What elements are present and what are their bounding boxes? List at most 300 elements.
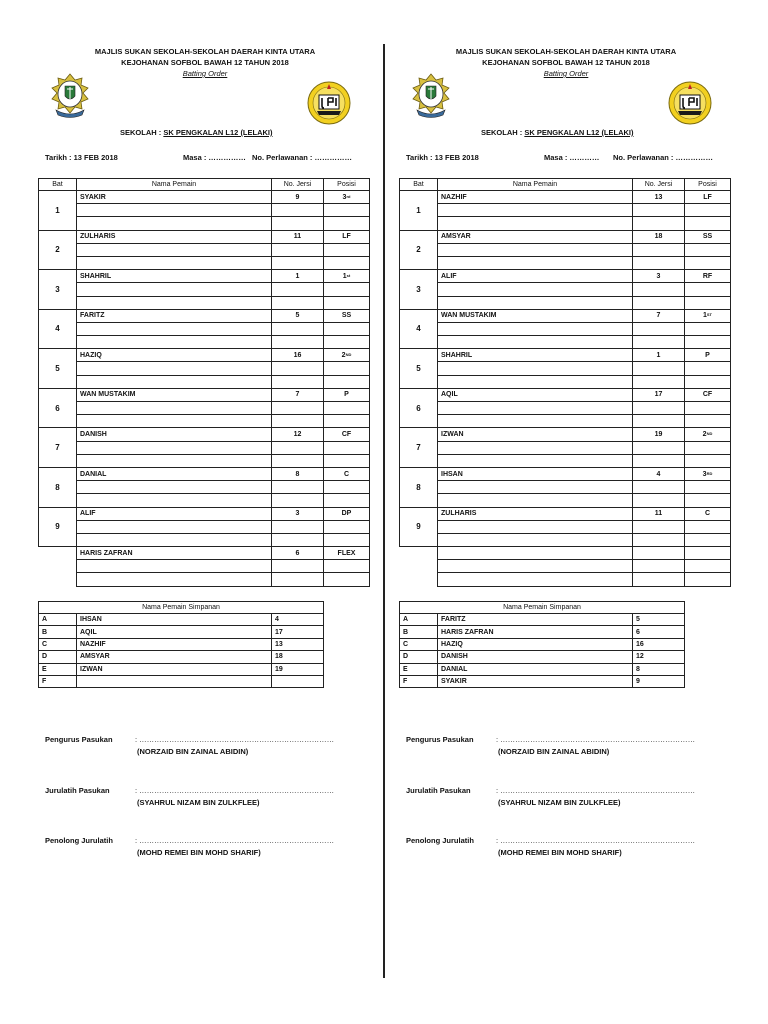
signature-role: Pengurus Pasukan: [45, 735, 113, 744]
blank-cell: [633, 204, 685, 217]
header-line-2: KEJOHANAN SOFBOL BAWAH 12 TAHUN 2018: [482, 58, 650, 67]
jersey-number: 16: [272, 349, 324, 362]
position: CF: [341, 430, 352, 438]
blank-cell: [633, 296, 685, 309]
position: 1: [702, 312, 707, 320]
player-name: SHAHRIL: [438, 349, 633, 362]
table-row: [39, 428, 370, 441]
table-header-row: [39, 602, 324, 614]
blank-cell: [77, 283, 272, 296]
blank-cell: [438, 243, 633, 256]
blank-cell: [272, 296, 324, 309]
blank-cell: [685, 256, 731, 269]
table-row: [400, 560, 731, 573]
blank-cell: [685, 573, 731, 586]
blank-cell: [77, 336, 272, 349]
position-suffix: ND: [345, 351, 352, 357]
position-suffix: st: [346, 272, 351, 278]
jersey-number: 19: [633, 428, 685, 441]
blank-cell: [633, 402, 685, 415]
table-row: [400, 626, 685, 638]
blank-cell: [77, 481, 272, 494]
blank-cell: [633, 454, 685, 467]
table-row: [39, 204, 370, 217]
blank-cell: [633, 494, 685, 507]
blank-cell: [438, 204, 633, 217]
blank-cell: [77, 441, 272, 454]
reserve-jersey: 13: [272, 638, 324, 650]
table-row: [39, 230, 370, 243]
position: 2: [702, 430, 707, 438]
table-row: [39, 336, 370, 349]
position: 2: [341, 351, 346, 359]
jersey-number: 3: [633, 270, 685, 283]
table-row: [400, 336, 731, 349]
column-header: Nama Pemain: [438, 179, 633, 191]
signatory-name: (MOHD REMEI BIN MOHD SHARIF): [498, 848, 622, 857]
position-cell: [685, 309, 731, 322]
table-row: [39, 651, 324, 663]
player-name: ZULHARIS: [438, 507, 633, 520]
table-row: [39, 507, 370, 520]
column-header: Bat: [39, 179, 77, 191]
reserve-title: Nama Pemain Simpanan: [400, 602, 685, 614]
reserve-code: D: [400, 651, 438, 663]
reserve-name: AQIL: [77, 626, 272, 638]
position: 3: [702, 470, 707, 478]
district-crest-logo: [409, 72, 453, 120]
position-cell: [685, 428, 731, 441]
blank-cell: [685, 296, 731, 309]
table-row: [39, 520, 370, 533]
signatory-name: (NORZAID BIN ZAINAL ABIDIN): [498, 747, 610, 756]
bat-number: 7: [39, 428, 77, 468]
table-row: [39, 402, 370, 415]
reserve-code: B: [400, 626, 438, 638]
position-cell: [685, 270, 731, 283]
player-name: SHAHRIL: [77, 270, 272, 283]
blank-cell: [685, 494, 731, 507]
blank-cell: [272, 336, 324, 349]
blank-cell: [633, 375, 685, 388]
column-header: No. Jersi: [272, 179, 324, 191]
reserve-code: F: [39, 675, 77, 687]
player-name: DANISH: [77, 428, 272, 441]
signature-line: : ……………………………………………………………………: [496, 836, 696, 845]
column-header: No. Jersi: [633, 179, 685, 191]
position-suffix: ST: [706, 312, 713, 318]
position-cell: [685, 467, 731, 480]
position: LF: [703, 193, 712, 201]
table-header-row: [39, 179, 370, 191]
table-row: [400, 507, 731, 520]
table-header-row: [400, 602, 685, 614]
column-header: Nama Pemain: [77, 179, 272, 191]
blank-cell: [633, 243, 685, 256]
school-value: SK PENGKALAN L12 (LELAKI): [163, 128, 273, 137]
position: SS: [341, 312, 352, 320]
blank-cell: [77, 204, 272, 217]
signature-line: : ……………………………………………………………………: [496, 735, 696, 744]
player-name: HARIS ZAFRAN: [77, 547, 272, 560]
blank-cell: [272, 256, 324, 269]
blank-cell: [272, 494, 324, 507]
blank-cell: [438, 336, 633, 349]
blank-cell: [272, 441, 324, 454]
batting-order-table: [399, 178, 731, 587]
position-cell: [685, 547, 731, 560]
reserve-code: A: [400, 614, 438, 626]
table-row: [39, 441, 370, 454]
table-row: [400, 322, 731, 335]
jersey-number: 11: [272, 230, 324, 243]
bat-number: 1: [39, 191, 77, 231]
blank-cell: [685, 204, 731, 217]
blank-cell: [77, 560, 272, 573]
blank-cell: [438, 481, 633, 494]
blank-cell: [272, 560, 324, 573]
bat-number: 2: [400, 230, 438, 270]
blank-cell: [77, 573, 272, 586]
reserve-name: [77, 675, 272, 687]
signature-role: Penolong Jurulatih: [45, 836, 113, 845]
reserve-code: E: [39, 663, 77, 675]
table-row: [400, 663, 685, 675]
table-row: [39, 375, 370, 388]
school-line: [481, 128, 721, 137]
blank-cell: [438, 296, 633, 309]
blank-cell: [685, 533, 731, 546]
jersey-number: 17: [633, 388, 685, 401]
player-name: FARITZ: [77, 309, 272, 322]
blank-cell: [438, 362, 633, 375]
table-row: [400, 296, 731, 309]
table-row: [400, 520, 731, 533]
blank-cell: [272, 573, 324, 586]
bat-number: 8: [39, 467, 77, 507]
position: C: [343, 470, 350, 478]
bat-number: 6: [39, 388, 77, 428]
bat-number: 1: [400, 191, 438, 231]
blank-cell: [633, 362, 685, 375]
blank-cell: [438, 217, 633, 230]
match-number-field: No. Perlawanan : ……………: [252, 153, 353, 162]
table-row: [400, 651, 685, 663]
reserve-jersey: 5: [633, 614, 685, 626]
bat-number: 8: [400, 467, 438, 507]
table-row: [400, 402, 731, 415]
table-row: [39, 296, 370, 309]
blank-cell: [685, 375, 731, 388]
jersey-number: 12: [272, 428, 324, 441]
time-field: Masa : ……………: [183, 153, 246, 162]
player-name: AQIL: [438, 388, 633, 401]
bat-number: 6: [400, 388, 438, 428]
table-row: [39, 494, 370, 507]
blank-cell: [633, 560, 685, 573]
blank-cell: [272, 322, 324, 335]
table-row: [400, 481, 731, 494]
blank-cell: [272, 204, 324, 217]
bat-number: 4: [39, 309, 77, 349]
blank-cell: [77, 243, 272, 256]
blank-cell: [77, 533, 272, 546]
blank-cell: [633, 283, 685, 296]
position: FLEX: [337, 549, 356, 557]
blank-cell: [633, 336, 685, 349]
district-crest-logo: [48, 72, 92, 120]
blank-cell: [438, 454, 633, 467]
table-row: [400, 204, 731, 217]
table-row: [400, 675, 685, 687]
time-field: Masa : …………: [544, 153, 600, 162]
reserve-name: HAZIQ: [438, 638, 633, 650]
jersey-number: 8: [272, 467, 324, 480]
jersey-number: 1: [272, 270, 324, 283]
date-field: Tarikh : 13 FEB 2018: [406, 153, 479, 162]
position-cell: [685, 507, 731, 520]
blank-cell: [438, 520, 633, 533]
blank-cell: [685, 454, 731, 467]
reserve-name: HARIS ZAFRAN: [438, 626, 633, 638]
perak-jpn-logo: [667, 80, 713, 126]
table-row: [400, 375, 731, 388]
table-row: [39, 614, 324, 626]
signature-line: : ……………………………………………………………………: [135, 836, 335, 845]
header-line-3: Batting Order: [543, 69, 589, 78]
table-row: [39, 675, 324, 687]
perak-jpn-logo: [306, 80, 352, 126]
blank-cell: [77, 322, 272, 335]
jersey-number: 13: [633, 191, 685, 204]
blank-cell: [77, 375, 272, 388]
table-row: [400, 230, 731, 243]
bat-number: 9: [39, 507, 77, 547]
school-line: [120, 128, 360, 137]
table-row: [400, 415, 731, 428]
player-name: ALIF: [77, 507, 272, 520]
blank-cell: [77, 415, 272, 428]
table-row: [39, 560, 370, 573]
column-header: Bat: [400, 179, 438, 191]
player-name: NAZHIF: [438, 191, 633, 204]
position-cell: [685, 230, 731, 243]
blank-cell: [438, 283, 633, 296]
signatory-name: (SYAHRUL NIZAM BIN ZULKFLEE): [137, 798, 260, 807]
blank-cell: [685, 415, 731, 428]
blank-cell: [438, 494, 633, 507]
bat-number: 3: [39, 270, 77, 310]
table-row: [39, 573, 370, 586]
player-name: ALIF: [438, 270, 633, 283]
blank-cell: [685, 322, 731, 335]
bat-number: 5: [400, 349, 438, 389]
table-row: [39, 467, 370, 480]
school-label: SEKOLAH :: [481, 128, 523, 137]
reserve-jersey: 18: [272, 651, 324, 663]
blank-cell: [685, 217, 731, 230]
blank-cell: [438, 415, 633, 428]
jersey-number: 1: [633, 349, 685, 362]
table-row: [39, 256, 370, 269]
blank-cell: [272, 402, 324, 415]
position: C: [704, 510, 711, 518]
table-row: [39, 454, 370, 467]
blank-cell: [272, 454, 324, 467]
position: P: [344, 391, 349, 399]
blank-cell: [77, 454, 272, 467]
header-line-3: Batting Order: [182, 69, 228, 78]
bat-number: 9: [400, 507, 438, 547]
player-name: IHSAN: [438, 467, 633, 480]
table-row: [39, 415, 370, 428]
table-row: [39, 191, 370, 204]
blank-cell: [272, 415, 324, 428]
blank-cell: [633, 322, 685, 335]
table-row: [39, 547, 370, 560]
blank-cell: [685, 520, 731, 533]
jersey-number: 11: [633, 507, 685, 520]
table-row: [400, 362, 731, 375]
table-row: [39, 283, 370, 296]
position-suffix: rd: [346, 193, 351, 199]
signatory-name: (NORZAID BIN ZAINAL ABIDIN): [137, 747, 249, 756]
reserve-name: FARITZ: [438, 614, 633, 626]
signatory-name: (MOHD REMEI BIN MOHD SHARIF): [137, 848, 261, 857]
blank-cell: [77, 402, 272, 415]
table-row: [400, 573, 731, 586]
player-name: WAN MUSTAKIM: [438, 309, 633, 322]
reserve-jersey: 4: [272, 614, 324, 626]
blank-cell: [633, 217, 685, 230]
table-row: [39, 638, 324, 650]
position: LF: [342, 233, 351, 241]
table-row: [400, 441, 731, 454]
signature-role: Pengurus Pasukan: [406, 735, 474, 744]
signatory-name: (SYAHRUL NIZAM BIN ZULKFLEE): [498, 798, 621, 807]
school-label: SEKOLAH :: [120, 128, 162, 137]
player-name: DANIAL: [77, 467, 272, 480]
column-header: Posisi: [685, 179, 731, 191]
position: DP: [341, 510, 352, 518]
column-header: Posisi: [324, 179, 370, 191]
position-suffix: ND: [706, 430, 713, 436]
table-row: [400, 494, 731, 507]
blank-cell: [77, 296, 272, 309]
blank-cell: [77, 494, 272, 507]
reserve-code: C: [39, 638, 77, 650]
reserve-code: D: [39, 651, 77, 663]
reserve-jersey: 9: [633, 675, 685, 687]
signature-role: Jurulatih Pasukan: [45, 786, 110, 795]
reserve-jersey: 8: [633, 663, 685, 675]
match-meta: [45, 153, 375, 162]
signature-role: Jurulatih Pasukan: [406, 786, 471, 795]
table-row: [39, 349, 370, 362]
table-row: [39, 217, 370, 230]
blank-cell: [685, 362, 731, 375]
table-header-row: [400, 179, 731, 191]
bat-number: 2: [39, 230, 77, 270]
blank-cell: [633, 415, 685, 428]
reserve-name: DANISH: [438, 651, 633, 663]
jersey-number: 4: [633, 467, 685, 480]
blank-cell: [633, 520, 685, 533]
form-header: [70, 46, 340, 79]
signature-line: : ……………………………………………………………………: [135, 786, 335, 795]
signature-line: : ……………………………………………………………………: [496, 786, 696, 795]
batting-order-table: [38, 178, 370, 587]
player-name: AMSYAR: [438, 230, 633, 243]
blank-cell: [685, 243, 731, 256]
date-field: Tarikh : 13 FEB 2018: [45, 153, 118, 162]
jersey-number: 9: [272, 191, 324, 204]
reserve-code: E: [400, 663, 438, 675]
position-cell: [685, 349, 731, 362]
table-row: [400, 638, 685, 650]
table-row: [400, 243, 731, 256]
position: 3: [342, 193, 347, 201]
blank-cell: [77, 256, 272, 269]
header-line-1: MAJLIS SUKAN SEKOLAH-SEKOLAH DAERAH KINTA UTARA: [455, 47, 677, 56]
table-row: [400, 217, 731, 230]
blank-cell: [685, 402, 731, 415]
table-row: [39, 388, 370, 401]
blank-cell: [438, 533, 633, 546]
table-row: [39, 322, 370, 335]
signature-line: : ……………………………………………………………………: [135, 735, 335, 744]
blank-cell: [272, 520, 324, 533]
table-row: [400, 270, 731, 283]
jersey-number: 7: [633, 309, 685, 322]
blank-cell: [272, 217, 324, 230]
table-row: [39, 663, 324, 675]
blank-cell: [438, 322, 633, 335]
header-line-1: MAJLIS SUKAN SEKOLAH-SEKOLAH DAERAH KINTA UTARA: [94, 47, 316, 56]
reserve-name: AMSYAR: [77, 651, 272, 663]
form-header: [431, 46, 701, 79]
blank-cell: [438, 256, 633, 269]
position: SS: [702, 233, 713, 241]
blank-cell: [272, 481, 324, 494]
blank-cell: [77, 362, 272, 375]
player-name: ZULHARIS: [77, 230, 272, 243]
bat-number: [39, 547, 77, 587]
reserve-code: A: [39, 614, 77, 626]
blank-cell: [77, 217, 272, 230]
table-row: [400, 388, 731, 401]
table-row: [39, 309, 370, 322]
reserve-code: B: [39, 626, 77, 638]
reserve-jersey: 19: [272, 663, 324, 675]
school-value: SK PENGKALAN L12 (LELAKI): [524, 128, 634, 137]
table-row: [400, 533, 731, 546]
table-row: [400, 283, 731, 296]
position: RF: [702, 272, 713, 280]
reserve-code: F: [400, 675, 438, 687]
bat-number: 3: [400, 270, 438, 310]
reserve-title: Nama Pemain Simpanan: [39, 602, 324, 614]
position: P: [705, 351, 710, 359]
batting-order-form: [361, 0, 745, 1024]
blank-cell: [633, 573, 685, 586]
blank-cell: [685, 560, 731, 573]
table-row: [39, 626, 324, 638]
blank-cell: [438, 441, 633, 454]
reserve-name: DANIAL: [438, 663, 633, 675]
jersey-number: 6: [272, 547, 324, 560]
reserve-players-table: [38, 601, 324, 688]
